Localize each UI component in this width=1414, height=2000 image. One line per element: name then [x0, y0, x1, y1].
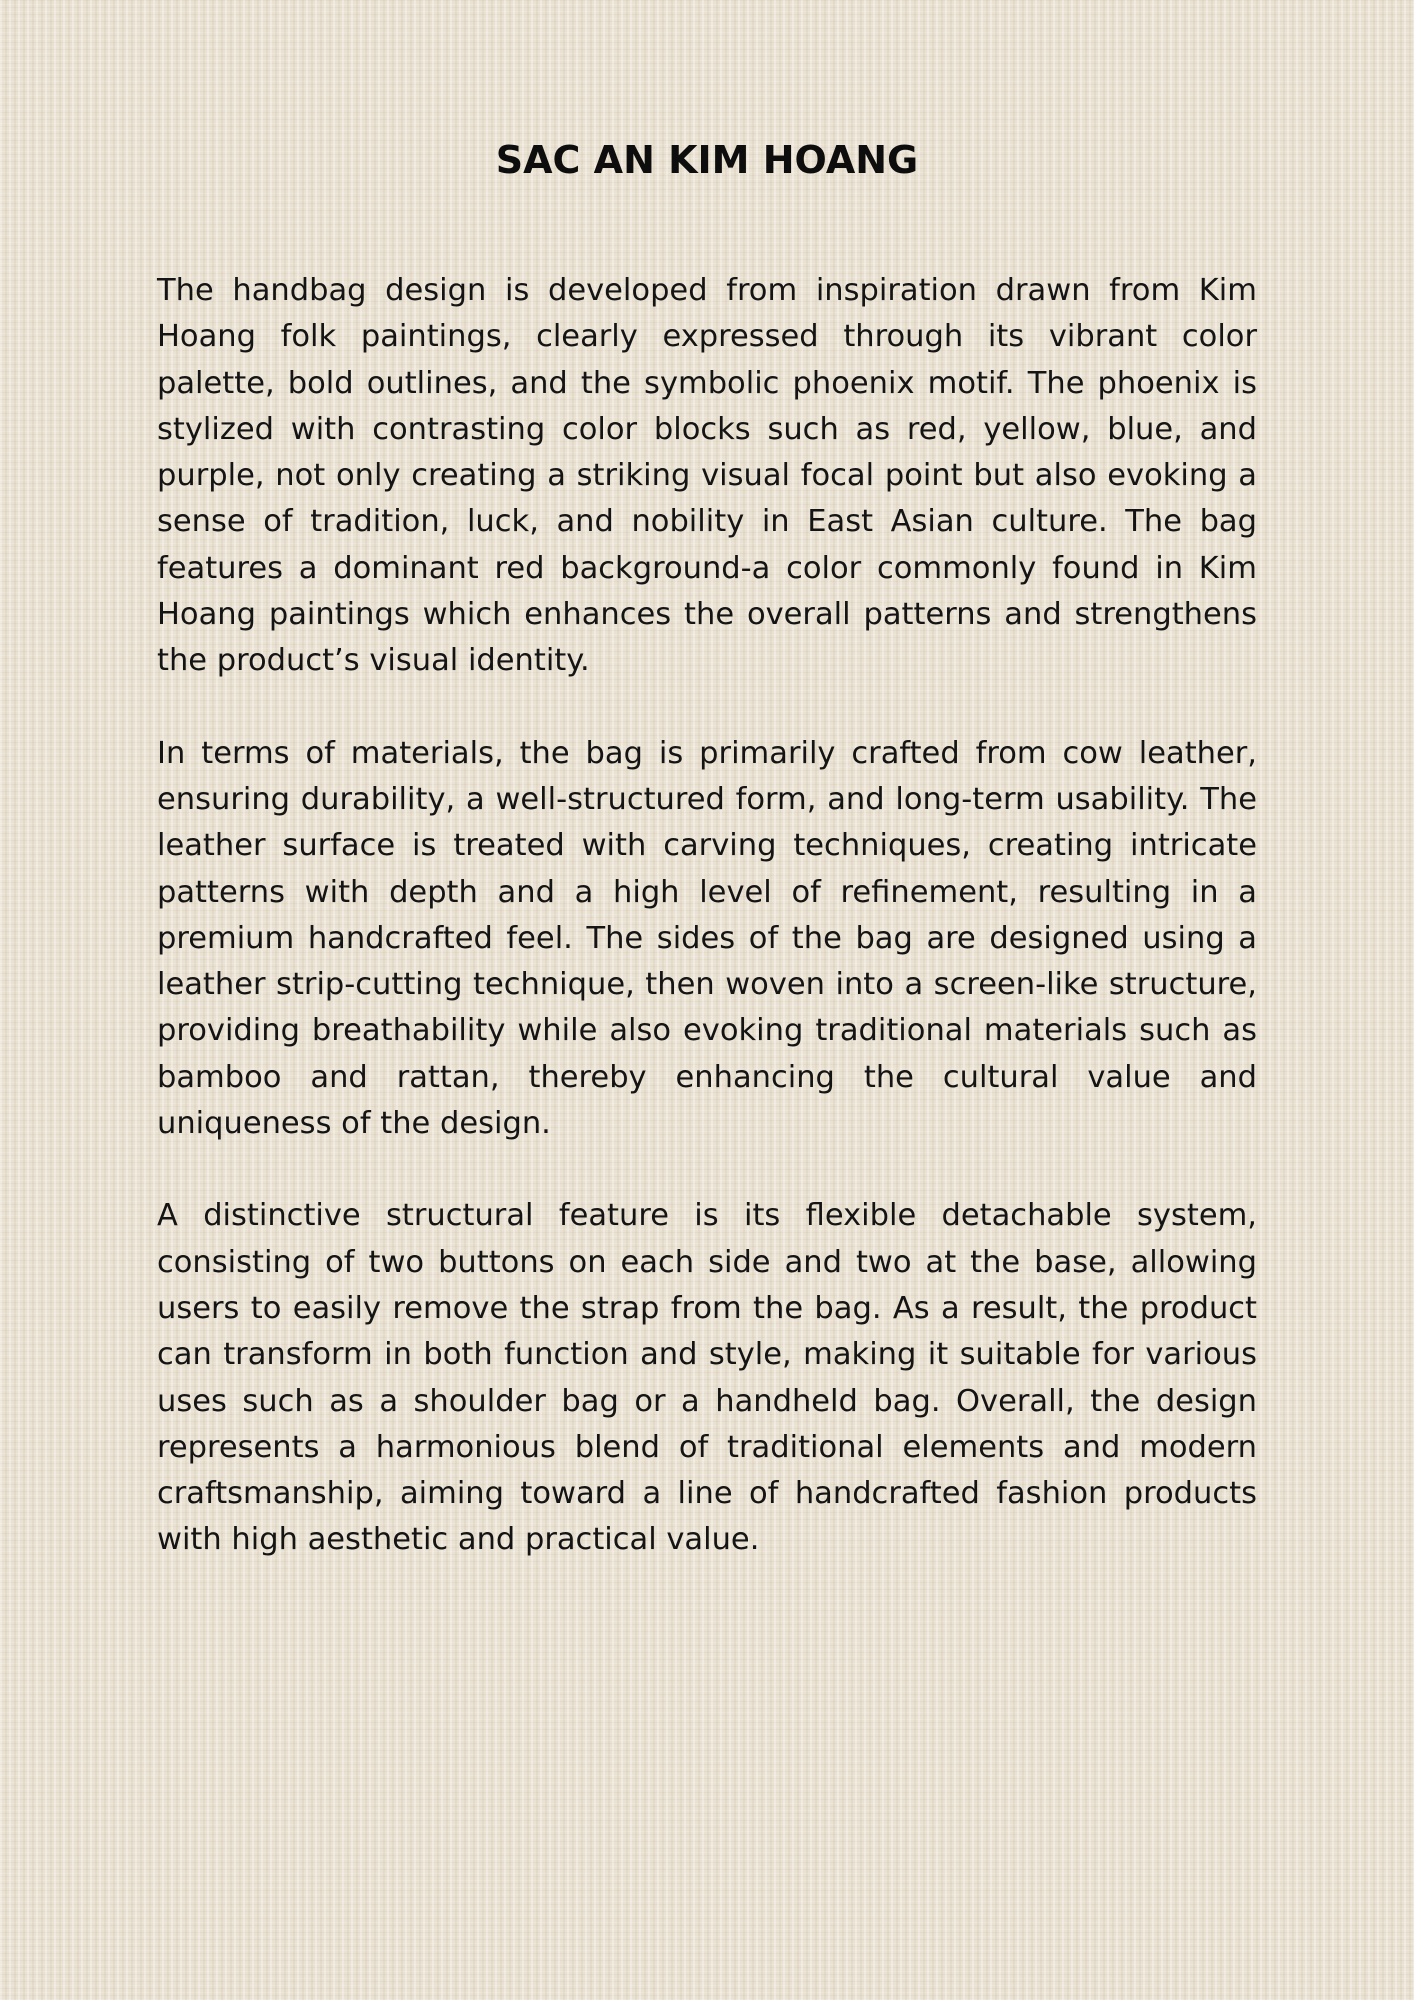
paragraph-materials: In terms of materials, the bag is primarily crafted from cow leather, ensuring durability, a well-structured form, and long-term usability. The leather surface is treated with carving techniques, creating intricate patterns with depth and a high level of refinement, resulting in a premium handcrafted feel. The sides of the bag are designed using a leather strip-cutting technique, then woven into a screen-like structure, providing breathability while also evoking traditional materials such as bamboo and rattan, thereby enhancing the cultural value and uniqueness of the design. — [157, 735, 1257, 1142]
paragraph-design-inspiration: The handbag design is developed from inspiration drawn from Kim Hoang folk paintings, clearly expressed through its vibrant color palette, bold outlines, and the symbolic phoenix motif. The phoenix is stylized with contrasting color blocks such as red, yellow, blue, and purple, not only creating a striking visual focal point but also evoking a sense of tradition, luck, and nobility in East Asian culture. The bag features a dominant red background-a color commonly found in Kim Hoang paintings which enhances the overall patterns and strengthens the product’s visual identity. — [157, 273, 1257, 679]
paragraph-structure: A distinctive structural feature is its flexible detachable system, consisting of two buttons on each side and two at the base, allowing users to easily remove the strap from the bag. As a result, the product can transform in both function and style, making it suitable for various uses such as a shoulder bag or a handheld bag. Overall, the design represents a harmonious blend of traditional elements and modern craftsmanship, aiming toward a line of handcrafted fashion products with high aesthetic and practical value. — [157, 1198, 1257, 1558]
document-body — [157, 268, 1257, 1610]
document-title: SAC AN KIM HOANG — [495, 138, 919, 182]
